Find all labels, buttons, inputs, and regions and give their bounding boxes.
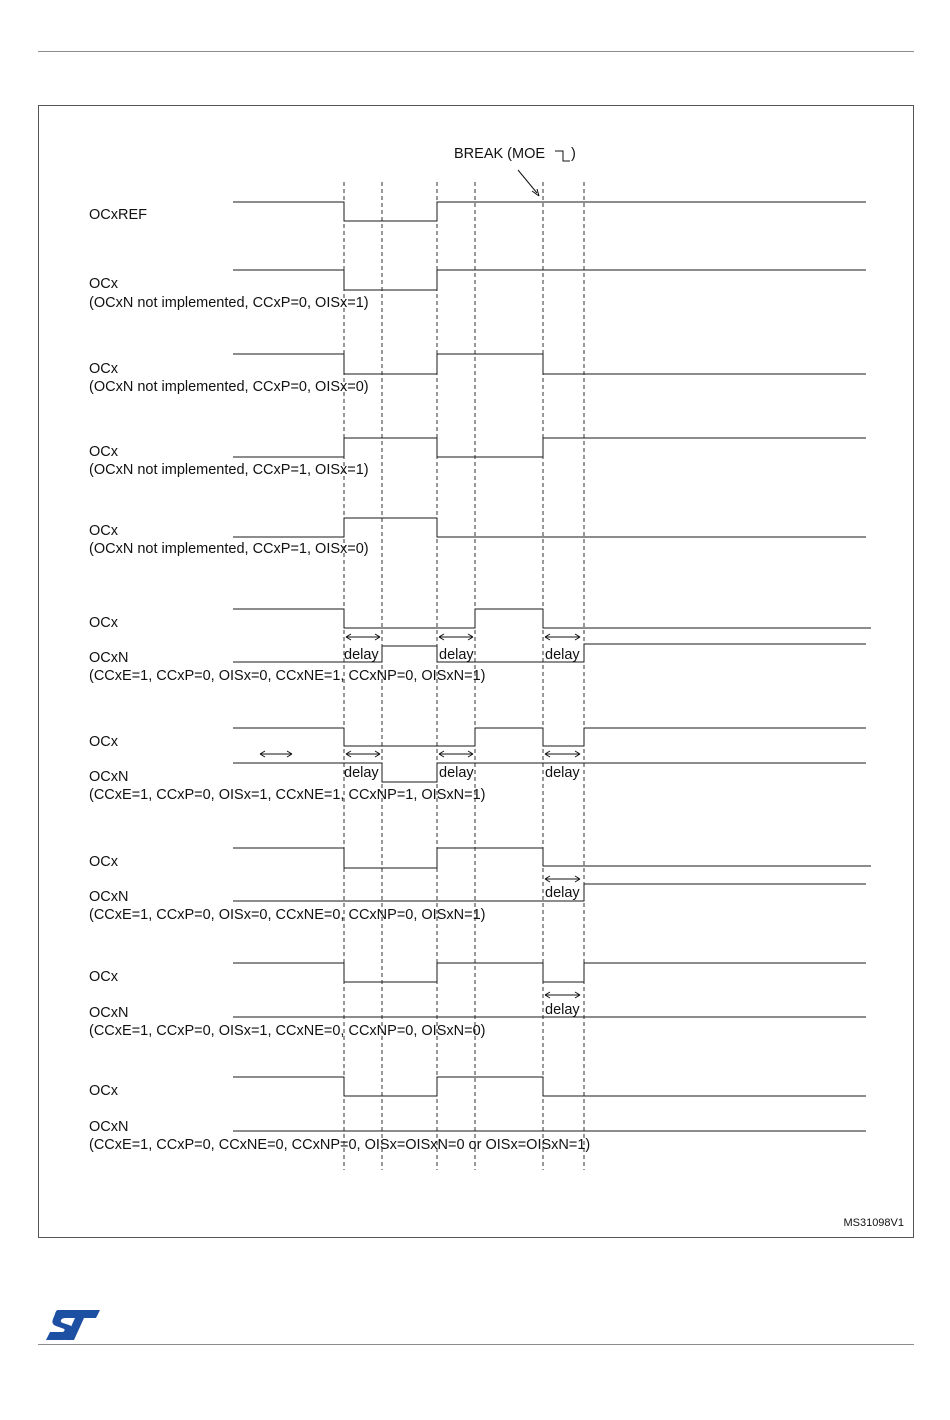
- ocx-waveform: [233, 848, 871, 868]
- figure-reference: MS31098V1: [843, 1217, 904, 1229]
- signal-label-ocx: OCx: [89, 523, 118, 539]
- delay-label: delay: [344, 765, 379, 781]
- signal-label-ocx: OCx: [89, 1083, 118, 1099]
- delay-arrow: [439, 751, 473, 757]
- delay-labels: [344, 647, 580, 1018]
- falling-edge-icon: [555, 151, 570, 161]
- delay-arrow: [545, 876, 580, 882]
- signal-label-ocx: OCx: [89, 734, 118, 750]
- delay-label: delay: [439, 765, 474, 781]
- ocx-waveform: [233, 518, 866, 537]
- signal-label-ocxn: OCxN: [89, 1119, 129, 1135]
- signal-condition: (CCxE=1, CCxP=0, OISx=1, CCxNE=0, CCxNP=0, OISxN=0): [89, 1023, 486, 1039]
- signal-label-ocx: OCx: [89, 854, 118, 870]
- signal-label-ocx: OCx: [89, 444, 118, 460]
- signal-condition: (OCxN not implemented, CCxP=1, OISx=0): [89, 541, 369, 557]
- signal-label-ocx: OCx: [89, 276, 118, 292]
- delay-arrow: [346, 751, 380, 757]
- delay-label: delay: [545, 1002, 580, 1018]
- signal-condition: (OCxN not implemented, CCxP=0, OISx=1): [89, 295, 369, 311]
- ocx-waveform: [233, 438, 866, 457]
- signal-condition: (CCxE=1, CCxP=0, OISx=1, CCxNE=1, CCxNP=1, OISxN=1): [89, 787, 486, 803]
- delay-arrow: [545, 992, 580, 998]
- ocx-waveform: [233, 354, 866, 374]
- signal-condition: (CCxE=1, CCxP=0, OISx=0, CCxNE=1, CCxNP=0, OISxN=1): [89, 668, 486, 684]
- ocx-waveform: [233, 1077, 866, 1096]
- delay-label: delay: [545, 885, 580, 901]
- signal-labels: [89, 207, 590, 1153]
- ocx-waveform: [233, 270, 866, 290]
- break-arrow: [518, 170, 537, 193]
- delay-arrow: [260, 751, 292, 757]
- ocx-waveform: [233, 963, 866, 982]
- delay-label: delay: [439, 647, 474, 663]
- break-arrow-head: [532, 189, 539, 196]
- st-logo-icon: [44, 1308, 102, 1342]
- delay-arrow: [439, 634, 473, 640]
- delay-label: delay: [545, 765, 580, 781]
- waveforms: [233, 202, 871, 1131]
- ocx-waveform: [233, 728, 866, 746]
- ocx-waveform: [233, 609, 871, 628]
- delay-label: delay: [545, 647, 580, 663]
- signal-label-ocx: OCx: [89, 615, 118, 631]
- signal-label-ocxref: OCxREF: [89, 207, 147, 223]
- delay-arrow: [545, 751, 580, 757]
- signal-label-ocxn: OCxN: [89, 650, 129, 666]
- ocxref-waveform: [233, 202, 866, 221]
- delay-arrow: [545, 634, 580, 640]
- signal-condition: (OCxN not implemented, CCxP=0, OISx=0): [89, 379, 369, 395]
- delay-arrow: [346, 634, 380, 640]
- signal-condition: (CCxE=1, CCxP=0, OISx=0, CCxNE=0, CCxNP=0, OISxN=1): [89, 907, 486, 923]
- signal-condition: (CCxE=1, CCxP=0, CCxNE=0, CCxNP=0, OISx=OISxN=0 or OISx=OISxN=1): [89, 1137, 591, 1153]
- signal-label-ocx: OCx: [89, 969, 118, 985]
- signal-label-ocxn: OCxN: [89, 889, 129, 905]
- signal-label-ocxn: OCxN: [89, 1005, 129, 1021]
- signal-label-ocx: OCx: [89, 361, 118, 377]
- signal-condition: (OCxN not implemented, CCxP=1, OISx=1): [89, 462, 369, 478]
- break-label-close: ): [571, 146, 576, 162]
- delay-arrows: [260, 634, 580, 998]
- break-label: BREAK (MOE: [454, 146, 546, 162]
- delay-label: delay: [344, 647, 379, 663]
- signal-label-ocxn: OCxN: [89, 769, 129, 785]
